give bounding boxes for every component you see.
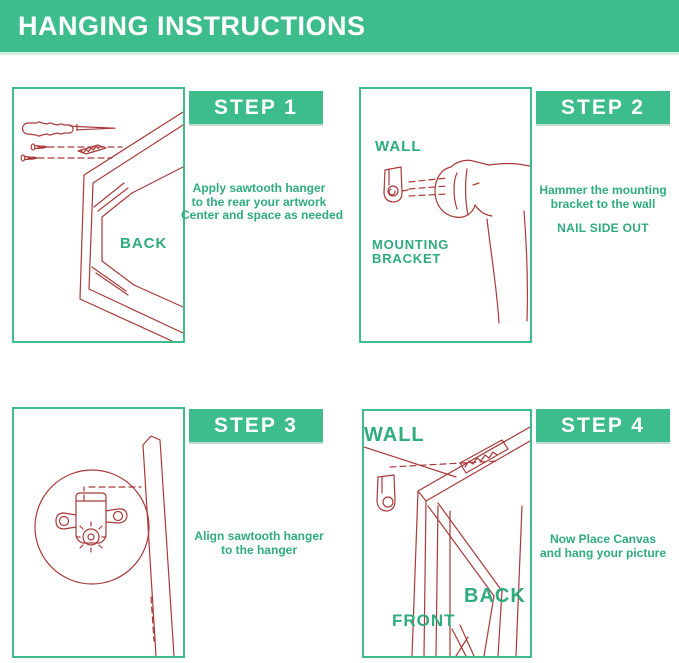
canvas-back-drawing [14,89,183,341]
step1-instruction-line: Center and space as needed [181,208,344,222]
step1-illustration-panel [12,87,185,343]
sawtooth-hanger-closeup-icon [56,493,127,552]
step3-instructions [181,530,337,557]
wall-board [143,436,174,656]
back-label: BACK [464,585,526,607]
step4-instruction-line: and hang your picture [539,545,666,560]
step1-heading: STEP 1 [189,91,323,124]
step1-instructions [181,181,344,223]
header-bar [0,0,679,55]
step3-instruction-line: Align sawtooth hanger [194,529,324,543]
screwdriver-icon [23,122,73,136]
step2-instructions [532,184,674,236]
step3-instruction-line: to the hanger [220,542,297,557]
step3-illustration-panel [12,407,185,658]
step2-instruction-line: bracket to the wall [550,196,656,211]
hammer-icon [435,160,530,323]
wall-label: WALL [364,424,425,446]
back-label: BACK [120,235,168,252]
step1-instruction-line: Apply sawtooth hanger [192,181,326,195]
wall-label: WALL [375,138,422,155]
step1-instruction-line: to the rear your artwork [191,194,327,209]
sawtooth-hanger-icon [78,145,106,154]
hammer-bracket-drawing [361,89,530,341]
step2-instruction-line: Hammer the mounting [539,183,667,197]
step4-heading: STEP 4 [536,409,670,442]
mounting-bracket-label: MOUNTING BRACKET [372,237,450,267]
hanger-closeup-drawing [14,409,183,656]
wall-edge-line [364,447,456,477]
page-title: HANGING INSTRUCTIONS [18,11,366,41]
step4-illustration-panel [362,409,532,658]
step2-heading: STEP 2 [536,91,670,124]
mounting-bracket-icon [377,475,395,511]
nail-side-out-note: NAIL SIDE OUT [557,221,649,235]
mounting-bracket-icon [384,167,408,202]
step4-instruction-line: Now Place Canvas [549,532,657,546]
step2-illustration-panel [359,87,532,343]
front-label: FRONT [392,611,456,630]
step3-heading: STEP 3 [189,409,323,442]
step4-instructions [532,533,674,560]
